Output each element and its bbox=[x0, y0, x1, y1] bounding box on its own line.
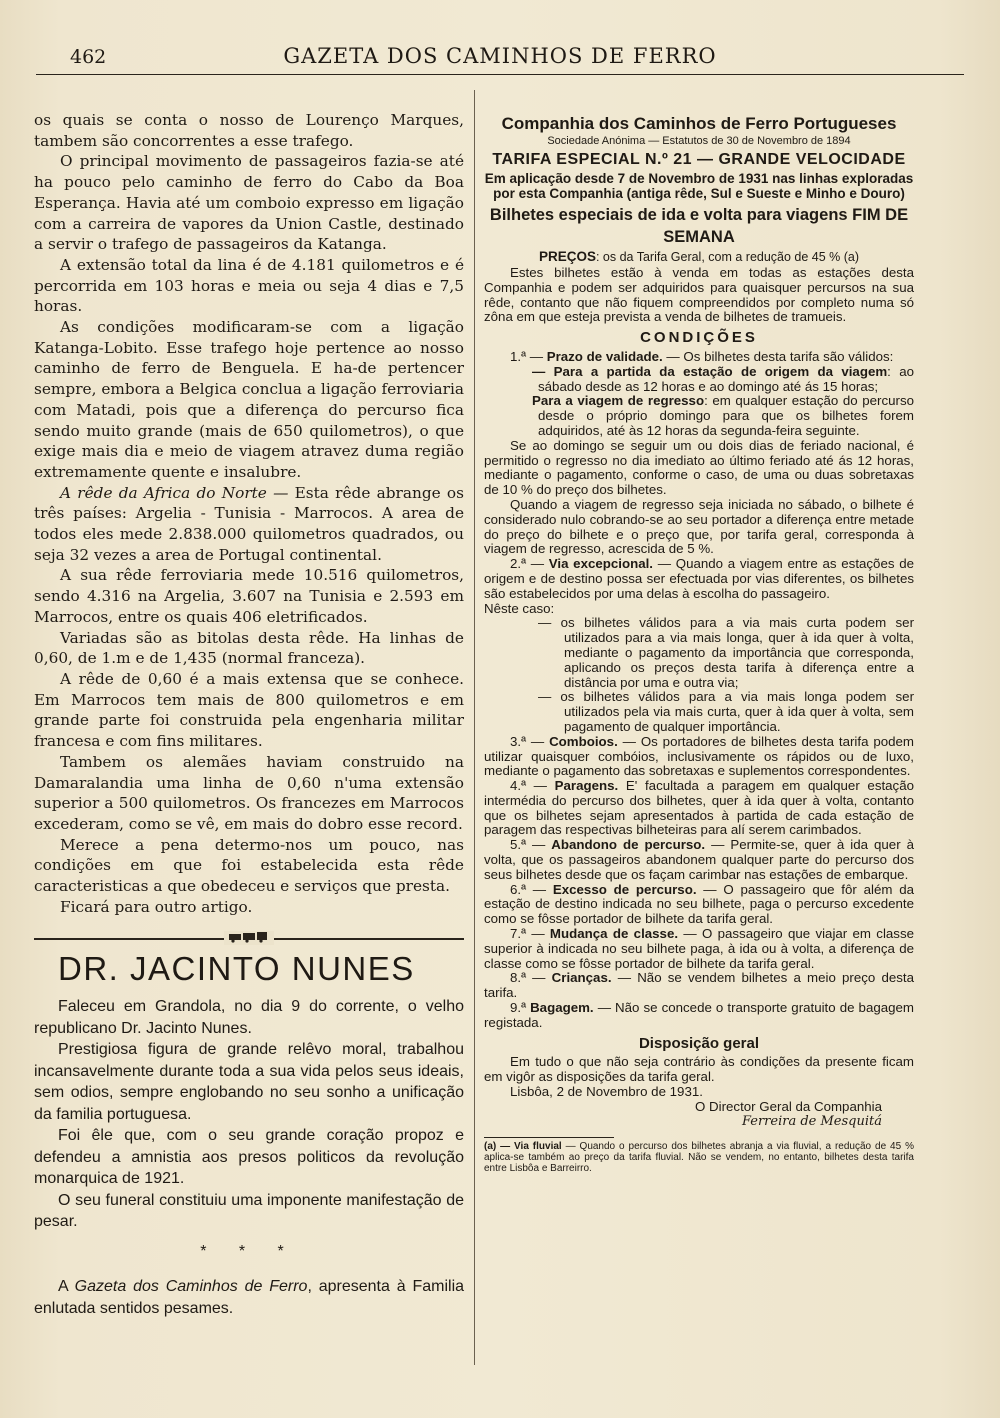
general-provision-text: Em tudo o que não seja contrário às condições da presente ficam em vigôr as disposições da tarifa geral. bbox=[484, 1054, 914, 1085]
condition-text: — Os bilhetes desta tarifa são válidos: bbox=[662, 348, 894, 364]
paragraph: A extensão total da lina é de 4.181 quilometros e é percorrida em 103 horas e meia ou seja 4 dias e 7,5 horas. bbox=[34, 255, 464, 316]
paragraph: O principal movimento de passageiros fazia-se até ha pouco pelo caminho de ferro do Cabo da Boa Esperança. Havia até um comboio expresso em ligação com a carreira de vapores da Union Castle, destinado a servir o trafego de passageiros da Katanga. bbox=[34, 152, 464, 254]
condition-title: Mudança de classe. bbox=[549, 926, 679, 942]
condition-8 bbox=[484, 971, 914, 1001]
obituary-title: DR. JACINTO NUNES bbox=[58, 950, 415, 988]
condition-title: Excesso de percurso. bbox=[552, 881, 697, 897]
condition-text: — O passageiro que viajar em classe superior à indicada no seu bilhete paga, à ida ou à volta, a diferença de classe como se fôsse portador de bilhete da tarifa geral. bbox=[484, 926, 914, 971]
tariff-application: Em aplicação desde 7 de Novembro de 1931 nas linhas exploradas por esta Companhia (antiga rêde, Sul e Sueste e Minho e Douro) bbox=[484, 171, 914, 201]
condition-title: Paragens. bbox=[554, 778, 619, 794]
condition-number: 8.ª — bbox=[510, 970, 552, 986]
paragraph-north-africa bbox=[34, 483, 464, 566]
paragraph: os quais se conta o nosso de Lourenço Marques, tambem são concorrentes a esse trafego. bbox=[34, 111, 464, 150]
condition-text: — Não se vendem bilhetes a meio preço desta tarifa. bbox=[484, 970, 915, 1001]
company-subtitle: Sociedade Anónima — Estatutos de 30 de Novembro de 1894 bbox=[547, 135, 851, 147]
footnote bbox=[484, 1141, 914, 1174]
prices-line bbox=[484, 248, 914, 266]
condition-4 bbox=[484, 779, 914, 838]
director-title: O Director Geral da Companhia bbox=[695, 1098, 882, 1114]
condition-title: Prazo de validade. bbox=[546, 348, 663, 364]
condition-number: 4.ª — bbox=[510, 778, 555, 794]
column-divider bbox=[474, 90, 475, 1365]
condition-number: 1.ª — bbox=[510, 348, 547, 364]
paragraph: Foi êle que, com o seu grande coração propoz e defendeu a amnistia aos presos politicos da revolução monarquica de 1921. bbox=[34, 1127, 464, 1188]
footnote-label: (a) — Via fluvial bbox=[484, 1141, 562, 1153]
condition-text: — Quando a viagem entre as estações de origem e de destino possa ser efectuada por vias diferentes, os bilhetes são estabelecidos por uma delas à escolha do passageiro. bbox=[484, 556, 914, 601]
condition-2b: — os bilhetes válidos para a via mais longa podem ser utilizados pela via mais curta, quer à ida quer à volta, sem pagamento de qualquer importância. bbox=[538, 689, 914, 734]
conditions-heading: CONDIÇÕES bbox=[640, 329, 758, 347]
paragraph: A sua rêde ferroviaria mede 10.516 quilometros, sendo 4.316 na Argelia, 3.607 na Tunisia e 2.593 em Marrocos, entre os quais 406 eletrificados. bbox=[34, 566, 464, 626]
condition-title: Via excepcional. bbox=[548, 556, 654, 572]
condition-text: — Permite-se, quer à ida quer à volta, que os passageiros abandonem qualquer parte do percurso dos seus bilhetes desde que os façam carimbar nas estações de embarque. bbox=[484, 837, 914, 882]
tickets-heading: Bilhetes especiais de ida e volta para viagens FIM DE SEMANA bbox=[489, 206, 909, 246]
section-text: Esta rêde abrange os três países: Argelia - Tunisia - Marrocos. A area de todos eles mede 2.838.000 quilometros quadrados, ou seja 32 vezes a area de Portugal continental. bbox=[34, 483, 464, 564]
right-column-notice bbox=[484, 114, 914, 1174]
paragraph: As condições modificaram-se com a ligação Katanga-Lobito. Esse trafego hoje pertence ao nosso caminho de ferro de Benguela. E ha-de pertencer sempre, embora a Belgica conclua a ligação ferroviaria com Matadi, pois que a diferença do percurso fica sendo muito grande (mais de 650 quilometros), o que exige mais dia e meio de viagem atravez duma região extremamente quente e insalubre. bbox=[34, 318, 464, 481]
paragraph: A rêde de 0,60 é a mais extensa que se conhece. Em Marrocos tem mais de 800 quilometros e em grande parte foi construida pela engenharia militar francesa e com fins militares. bbox=[34, 669, 464, 751]
obituary-body bbox=[34, 996, 464, 1319]
condition-text: : em qualquer estação do percurso desde o próprio domingo para que os bilhetes forem adquiridos, até às 12 horas da segunda-feira seguinte. bbox=[538, 393, 914, 438]
condition-1a bbox=[484, 365, 914, 395]
tariff-title: TARIFA ESPECIAL N.º 21 — GRANDE VELOCIDADE bbox=[492, 151, 906, 168]
condition-1 bbox=[484, 350, 914, 365]
condition-number: 6.ª — bbox=[510, 881, 553, 897]
condition-text: : ao sábado desde as 12 horas e ao domingo até ás 15 horas; bbox=[538, 363, 914, 394]
intro-paragraph: Estes bilhetes estão à venda em todas as estações desta Companhia e podem ser adquiridos para quaisquer percursos na sua rêde, contanto que não fiquem compreendidos por completo numa só zôna em que esteja prevista a venda de bilhetes de tramueis. bbox=[484, 265, 914, 325]
paragraph: Quando a viagem de regresso seja iniciada no sábado, o bilhete é considerado nulo cobrando-se ao seu portador a diferença entre metade do preço do bilhete e o preço que, por tarifa geral, corresponda à viagem de regresso, acrescida de 5 %. bbox=[484, 496, 914, 557]
condition-title: Comboios. bbox=[549, 733, 618, 749]
page-number: 462 bbox=[70, 46, 107, 68]
condition-title: Abandono de percurso. bbox=[551, 837, 706, 853]
prices-text: : os da Tarifa Geral, com a redução de 45 % (a) bbox=[595, 250, 860, 264]
closing-text: A bbox=[58, 1278, 75, 1296]
condition-5 bbox=[484, 838, 914, 882]
closing-paragraph bbox=[34, 1276, 464, 1319]
train-icon bbox=[224, 931, 274, 945]
condition-1b bbox=[484, 394, 914, 438]
condition-9 bbox=[484, 1001, 914, 1031]
general-provision-heading: Disposição geral bbox=[638, 1034, 760, 1052]
paragraph: O seu funeral constituiu uma imponente manifestação de pesar. bbox=[34, 1191, 464, 1231]
condition-2a: — os bilhetes válidos para a via mais curta podem ser utilizados para a via mais longa, quer à ida quer à volta, mediante o pagamento da importância que corresponda, aplicando os preços desta tarifa à diferença entre a distância por uma e outra via; bbox=[538, 615, 914, 690]
paragraph: Tambem os alemães haviam construido na Damaralandia uma linha de 0,60 n'uma extensão superior a 500 quilometros. Os francezes em Marrocos excederam, como se vê, em mais do dobro esse record. bbox=[34, 752, 464, 833]
condition-title: Crianças. bbox=[551, 970, 612, 986]
condition-text: — Não se concede o transporte gratuito de bagagem registada. bbox=[484, 1000, 914, 1030]
paragraph: Ficará para outro artigo. bbox=[60, 897, 253, 916]
page-header bbox=[36, 40, 964, 75]
paragraph: Variadas são as bitolas desta rêde. Ha linhas de 0,60, de 1.m e de 1,435 (normal franceza). bbox=[34, 628, 464, 668]
footnote-rule bbox=[484, 1137, 614, 1138]
paragraph: Faleceu em Grandola, no dia 9 do corrente, o velho republicano Dr. Jacinto Nunes. bbox=[34, 998, 464, 1037]
condition-subtitle: Para a viagem de regresso bbox=[532, 393, 705, 409]
paragraph: Prestigiosa figura de grande relêvo moral, trabalhou incansavelmente durante toda a sua vida pelos seus ideais, sem odios, sempre englobando no seu sonho a unificação da familia portuguesa. bbox=[34, 1041, 464, 1123]
condition-3 bbox=[484, 735, 914, 779]
condition-6 bbox=[484, 883, 914, 927]
condition-number: 5.ª — bbox=[510, 837, 552, 853]
condition-number: 2.ª — bbox=[510, 556, 549, 572]
paragraph: Merece a pena determo-nos um pouco, nas condições em que foi estabelecida esta rêde caracteristicas a que obedeceu e serviços que presta. bbox=[34, 835, 464, 896]
place-date: Lisbôa, 2 de Novembro de 1931. bbox=[510, 1084, 703, 1100]
prices-label: PREÇOS bbox=[538, 249, 596, 264]
condition-text: — O passageiro que fôr além da estação de destino indicada no seu bilhete, paga o percurso excedente como se fôsse portador de bilhete da tarifa geral. bbox=[484, 881, 915, 927]
condition-number: 7.ª — bbox=[510, 926, 550, 942]
section-heading: A rêde da Africa do Norte — bbox=[60, 483, 289, 502]
closing-text: , apresenta à Familia enlutada sentidos pesames. bbox=[34, 1278, 465, 1317]
condition-2-case: Nêste caso: bbox=[484, 600, 555, 616]
condition-2 bbox=[484, 557, 914, 601]
condition-text: E' facultada a paragem em qualquer estação intermédia do percurso dos bilhetes, quer à ida quer à volta, contanto que os bilhetes sejam apresentados à partida de cada estação de paragem das respectivas bilheteiras para alí serem carimbados. bbox=[484, 778, 914, 838]
publication-name: Gazeta dos Caminhos de Ferro bbox=[74, 1278, 308, 1296]
signature: Ferreira de Mesquitá bbox=[741, 1113, 882, 1129]
stars-separator: * * * bbox=[200, 1242, 298, 1260]
footnote-text: — Quando o percurso dos bilhetes abranja a via fluvial, a redução de 45 % aplica-se também ao preço da tarifa fluvial. Não se vendem, no entanto, bilhetes desta tarifa entre Lisbôa e Barreirro. bbox=[484, 1141, 914, 1175]
publication-title: GAZETA DOS CAMINHOS DE FERRO bbox=[283, 44, 717, 68]
condition-number: 9.ª bbox=[510, 1000, 531, 1016]
condition-number: 3.ª — bbox=[510, 733, 550, 749]
condition-text: — Os portadores de bilhetes desta tarifa podem utilizar quaisquer combóios, inclusivamente os rápidos ou de luxo, mediante o pagamento das sobretaxas e suplementos correspondentes. bbox=[484, 733, 914, 779]
paragraph: Se ao domingo se seguir um ou dois dias de feriado nacional, é permitido o regresso no dia imediato ao último feriado até ás 12 horas, mediante o pagamento, conforme o caso, de uma ou duas sobretaxas de 10 % do preço dos bilhetes. bbox=[484, 437, 914, 498]
section-separator bbox=[34, 931, 464, 945]
condition-title: Bagagem. bbox=[530, 1000, 594, 1016]
company-name: Companhia dos Caminhos de Ferro Portugueses bbox=[501, 114, 897, 133]
condition-subtitle: — Para a partida da estação de origem da viagem bbox=[532, 363, 888, 379]
condition-7 bbox=[484, 927, 914, 971]
left-column bbox=[34, 110, 464, 1319]
